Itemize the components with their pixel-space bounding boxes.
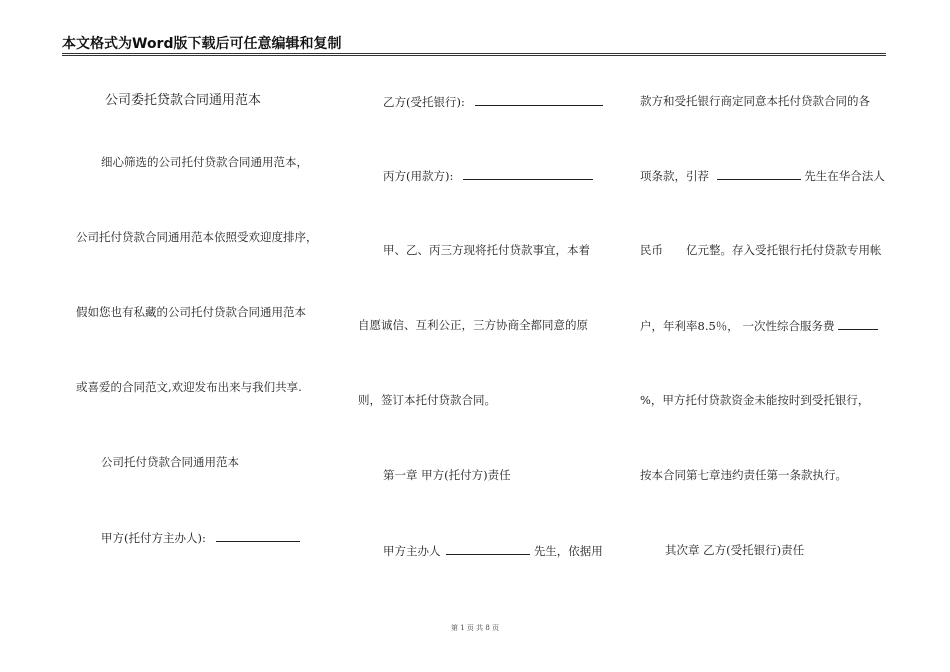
party-c-label: 丙方(用款方): — [383, 169, 454, 183]
header-rule-bottom — [62, 55, 886, 56]
recommend-label: 项条款，引荐 — [640, 169, 709, 183]
service-fee-blank — [838, 318, 878, 330]
middle-paragraph-3: 甲、乙、丙三方现将托付贷款事宜，本着 — [383, 243, 590, 257]
middle-paragraph-1 — [383, 94, 603, 109]
right-paragraph-3: 民币 亿元整。存入受托银行托付贷款专用帐 — [640, 243, 882, 257]
right-paragraph-1: 款方和受托银行商定同意本托付贷款合同的各 — [640, 94, 870, 108]
recommend-suffix: 先生在华合法人 — [804, 169, 885, 183]
page-footer: 第 1 页 共 8 页 — [450, 624, 500, 632]
right-paragraph-5: %，甲方托付贷款资金未能按时到受托银行， — [640, 393, 870, 407]
left-paragraph-2: 公司托付贷款合同通用范本依照受欢迎度排序， — [76, 230, 318, 244]
left-paragraph-1: 细心筛选的公司托付贷款合同通用范本， — [101, 155, 308, 169]
header-rule-top — [62, 53, 886, 54]
principal-suffix: 先生，依据用 — [533, 544, 603, 558]
party-b-label: 乙方(受托银行): — [383, 95, 465, 109]
principal-blank — [446, 543, 530, 555]
left-paragraph-6 — [101, 530, 300, 545]
party-b-blank — [475, 94, 603, 106]
middle-paragraph-2 — [383, 168, 593, 183]
party-c-blank — [463, 168, 593, 180]
middle-paragraph-5: 则，签订本托付贷款合同。 — [358, 393, 496, 407]
middle-paragraph-4: 自愿诚信、互利公正，三方协商全都同意的原 — [358, 318, 588, 332]
left-paragraph-3: 假如您也有私藏的公司托付贷款合同通用范本 — [76, 305, 306, 319]
right-paragraph-6: 按本合同第七章违约责任第一条款执行。 — [640, 468, 847, 482]
middle-paragraph-7 — [383, 543, 603, 558]
right-paragraph-4 — [640, 318, 878, 333]
left-paragraph-5: 公司托付贷款合同通用范本 — [101, 455, 239, 469]
right-paragraph-2 — [640, 168, 885, 183]
party-a-label: 甲方(托付方主办人): — [101, 531, 206, 545]
chapter-1-heading: 第一章 甲方(托付方)责任 — [383, 468, 511, 482]
principal-label: 甲方主办人 — [383, 544, 441, 558]
interest-label: 户，年利率8.5％， 一次性综合服务费 — [640, 319, 835, 333]
document-header-title: 本文格式为Word版下载后可任意编辑和复制 — [62, 36, 342, 52]
chapter-2-heading: 其次章 乙方(受托银行)责任 — [665, 543, 805, 557]
recommend-blank — [717, 168, 801, 180]
document-title: 公司委托贷款合同通用范本 — [105, 93, 262, 108]
left-paragraph-4: 或喜爱的合同范文,欢迎发布出来与我们共享. — [76, 380, 302, 394]
party-a-blank — [216, 530, 300, 542]
